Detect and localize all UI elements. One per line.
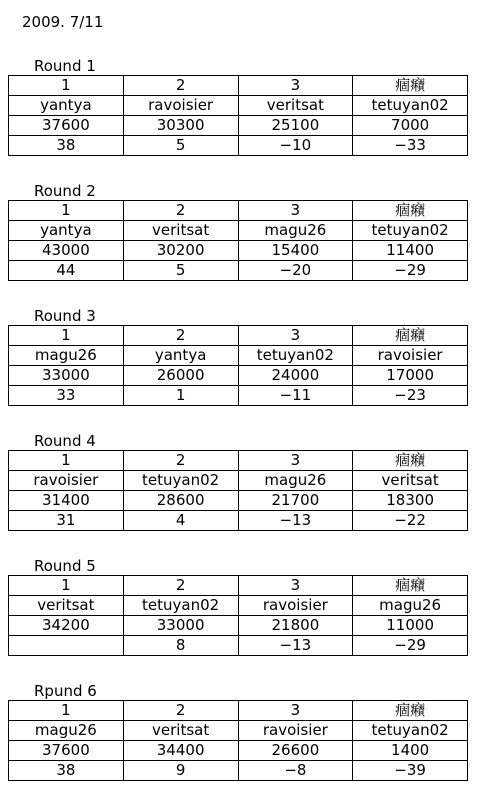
position-cell: 2 [123, 326, 238, 346]
position-cell: 痼癪 [353, 201, 468, 221]
score-cell: 4 [123, 511, 238, 531]
position-row [9, 576, 468, 596]
player-row [9, 346, 468, 366]
points-cell: 31400 [9, 491, 124, 511]
player-cell: tetuyan02 [238, 346, 353, 366]
player-cell: magu26 [9, 721, 124, 741]
player-cell: veritsat [238, 96, 353, 116]
score-row [9, 261, 468, 281]
player-cell: veritsat [123, 221, 238, 241]
position-row [9, 76, 468, 96]
player-cell: ravoisier [9, 471, 124, 491]
points-cell: 43000 [9, 241, 124, 261]
points-cell: 24000 [238, 366, 353, 386]
score-row [9, 386, 468, 406]
player-cell: ravoisier [238, 721, 353, 741]
round-title: Round 2 [34, 182, 96, 200]
position-row [9, 451, 468, 471]
player-cell: ravoisier [353, 346, 468, 366]
position-cell: 2 [123, 451, 238, 471]
score-table [8, 575, 468, 656]
score-cell: −13 [238, 511, 353, 531]
score-row [9, 136, 468, 156]
position-cell: 3 [238, 76, 353, 96]
round-title: Round 4 [34, 432, 96, 450]
position-cell: 痼癪 [353, 76, 468, 96]
points-cell: 33000 [123, 616, 238, 636]
score-cell: −23 [353, 386, 468, 406]
points-row [9, 241, 468, 261]
score-cell: −13 [238, 636, 353, 656]
score-table [8, 450, 468, 531]
points-cell: 37600 [9, 741, 124, 761]
score-table [8, 200, 468, 281]
position-row [9, 701, 468, 721]
position-cell: 1 [9, 451, 124, 471]
points-row [9, 366, 468, 386]
round-title: Round 3 [34, 307, 96, 325]
score-cell: 31 [9, 511, 124, 531]
player-cell: ravoisier [123, 96, 238, 116]
round-title: Round 1 [34, 57, 96, 75]
player-cell: tetuyan02 [353, 221, 468, 241]
player-cell: magu26 [238, 471, 353, 491]
score-cell: 5 [123, 136, 238, 156]
score-table [8, 75, 468, 156]
points-cell: 26600 [238, 741, 353, 761]
position-cell: 3 [238, 576, 353, 596]
score-cell: 5 [123, 261, 238, 281]
points-cell: 11400 [353, 241, 468, 261]
player-cell: veritsat [123, 721, 238, 741]
score-cell: −11 [238, 386, 353, 406]
player-row [9, 96, 468, 116]
points-row [9, 116, 468, 136]
points-cell: 37600 [9, 116, 124, 136]
points-cell: 34400 [123, 741, 238, 761]
position-cell: 3 [238, 701, 353, 721]
player-row [9, 221, 468, 241]
position-row [9, 201, 468, 221]
position-cell: 痼癪 [353, 701, 468, 721]
position-cell: 2 [123, 701, 238, 721]
position-cell: 2 [123, 576, 238, 596]
position-cell: 1 [9, 201, 124, 221]
position-cell: 1 [9, 576, 124, 596]
player-cell: tetuyan02 [123, 471, 238, 491]
score-table [8, 325, 468, 406]
points-cell: 25100 [238, 116, 353, 136]
position-cell: 3 [238, 451, 353, 471]
player-cell: veritsat [9, 596, 124, 616]
points-row [9, 491, 468, 511]
player-cell: magu26 [353, 596, 468, 616]
score-cell: 33 [9, 386, 124, 406]
player-cell: ravoisier [238, 596, 353, 616]
points-cell: 30200 [123, 241, 238, 261]
points-cell: 34200 [9, 616, 124, 636]
player-cell: magu26 [9, 346, 124, 366]
score-cell: 44 [9, 261, 124, 281]
player-cell: tetuyan02 [353, 721, 468, 741]
position-cell: 2 [123, 201, 238, 221]
points-cell: 30300 [123, 116, 238, 136]
player-cell: yantya [9, 96, 124, 116]
score-cell: −33 [353, 136, 468, 156]
player-row [9, 721, 468, 741]
position-cell: 1 [9, 76, 124, 96]
points-cell: 21800 [238, 616, 353, 636]
score-cell: −39 [353, 761, 468, 781]
score-cell: −22 [353, 511, 468, 531]
position-cell: 2 [123, 76, 238, 96]
position-cell: 痼癪 [353, 326, 468, 346]
position-cell: 3 [238, 201, 353, 221]
points-row [9, 616, 468, 636]
points-cell: 7000 [353, 116, 468, 136]
position-cell: 1 [9, 701, 124, 721]
position-cell: 3 [238, 326, 353, 346]
player-cell: tetuyan02 [123, 596, 238, 616]
points-cell: 11000 [353, 616, 468, 636]
round-title: Round 5 [34, 557, 96, 575]
position-cell: 1 [9, 326, 124, 346]
player-cell: tetuyan02 [353, 96, 468, 116]
player-cell: veritsat [353, 471, 468, 491]
score-cell: −8 [238, 761, 353, 781]
points-cell: 1400 [353, 741, 468, 761]
round-title: Rpund 6 [34, 682, 97, 700]
points-cell: 17000 [353, 366, 468, 386]
position-cell: 痼癪 [353, 576, 468, 596]
points-cell: 26000 [123, 366, 238, 386]
player-row [9, 471, 468, 491]
player-cell: magu26 [238, 221, 353, 241]
score-cell: 9 [123, 761, 238, 781]
score-row [9, 761, 468, 781]
score-cell: −29 [353, 261, 468, 281]
points-row [9, 741, 468, 761]
score-cell: 1 [123, 386, 238, 406]
score-row [9, 636, 468, 656]
points-cell: 21700 [238, 491, 353, 511]
position-cell: 痼癪 [353, 451, 468, 471]
score-cell [9, 636, 124, 656]
position-row [9, 326, 468, 346]
score-table [8, 700, 468, 781]
score-cell: −20 [238, 261, 353, 281]
date-label: 2009. 7/11 [22, 13, 104, 31]
score-cell: 38 [9, 761, 124, 781]
player-row [9, 596, 468, 616]
score-cell: −10 [238, 136, 353, 156]
score-row [9, 511, 468, 531]
points-cell: 33000 [9, 366, 124, 386]
player-cell: yantya [9, 221, 124, 241]
score-cell: −29 [353, 636, 468, 656]
points-cell: 18300 [353, 491, 468, 511]
points-cell: 15400 [238, 241, 353, 261]
player-cell: yantya [123, 346, 238, 366]
score-cell: 38 [9, 136, 124, 156]
points-cell: 28600 [123, 491, 238, 511]
score-cell: 8 [123, 636, 238, 656]
